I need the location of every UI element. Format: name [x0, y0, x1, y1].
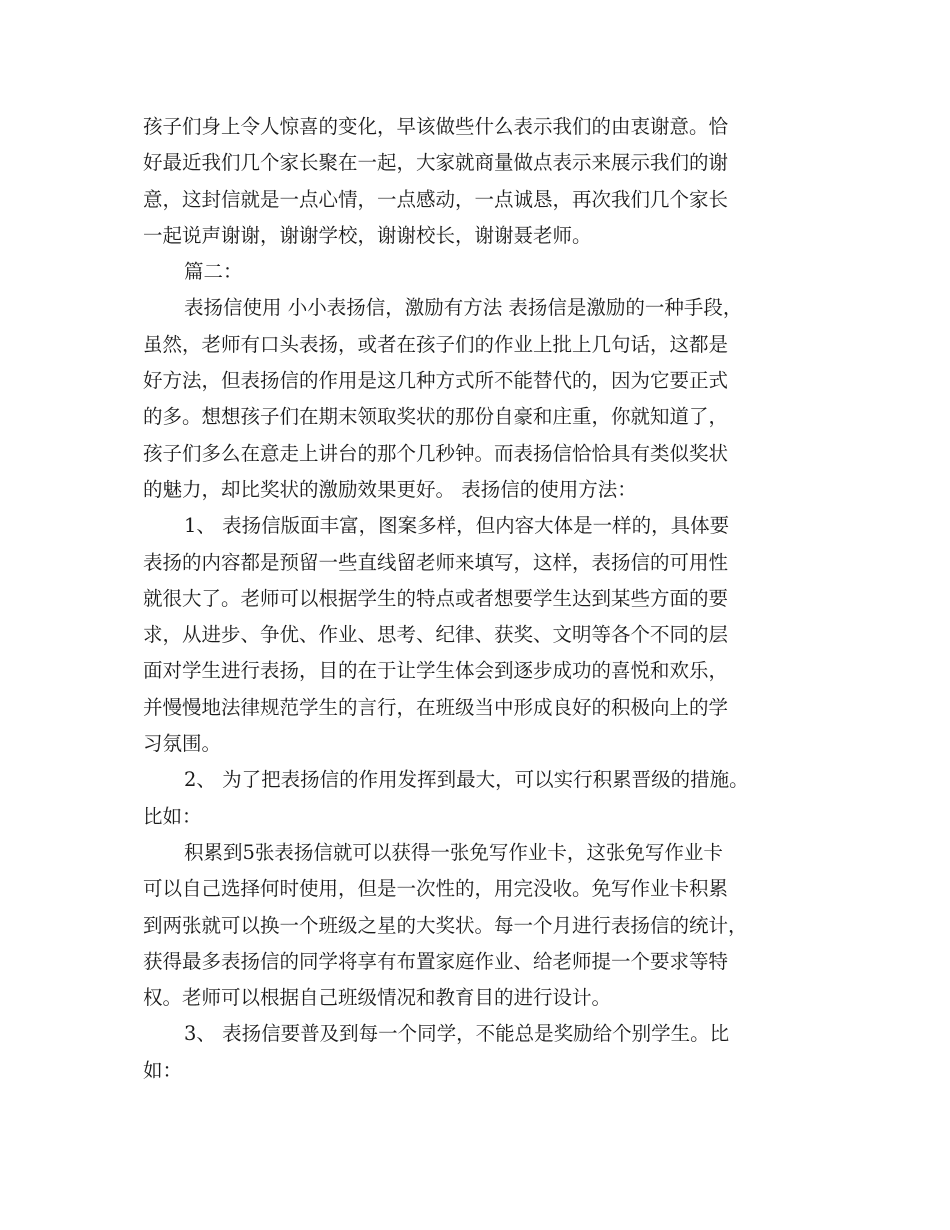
text-line: 表扬的内容都是预留一些直线留老师来填写，这样，表扬信的可用性: [143, 550, 729, 574]
text-line: 习氛围。: [143, 732, 222, 756]
text-line: 的多。想想孩子们在期末领取奖状的那份自豪和庄重，你就知道了，: [143, 405, 729, 429]
text-line: 1、 表扬信版面丰富，图案多样，但内容大体是一样的，具体要: [184, 514, 730, 538]
text-line: 一起说声谢谢，谢谢学校，谢谢校长，谢谢聂老师。: [143, 223, 592, 247]
text-line: 积累到5张表扬信就可以获得一张免写作业卡，这张免写作业卡: [184, 840, 723, 864]
text-line: 孩子们多么在意走上讲台的那个几秒钟。而表扬信恰恰具有类似奖状: [143, 441, 729, 465]
text-line: 面对学生进行表扬，目的在于让学生体会到逐步成功的喜悦和欢乐，: [143, 659, 729, 683]
text-line: 可以自己选择何时使用，但是一次性的，用完没收。免写作业卡积累: [143, 877, 729, 901]
text-line: 好最近我们几个家长聚在一起，大家就商量做点表示来展示我们的谢: [143, 151, 729, 175]
text-line: 到两张就可以换一个班级之星的大奖状。每一个月进行表扬信的统计，: [143, 913, 748, 937]
text-line: 求，从进步、争优、作业、思考、纪律、获奖、文明等各个不同的层: [143, 623, 729, 647]
text-line: 就很大了。老师可以根据学生的特点或者想要学生达到某些方面的要: [143, 586, 729, 610]
text-line: 表扬信使用 小小表扬信，激励有方法 表扬信是激励的一种手段，: [184, 296, 743, 320]
text-line: 3、 表扬信要普及到每一个同学，不能总是奖励给个别学生。比: [184, 1022, 730, 1046]
text-line: 好方法，但表扬信的作用是这几种方式所不能替代的，因为它要正式: [143, 369, 729, 393]
text-line: 的魅力，却比奖状的激励效果更好。 表扬信的使用方法：: [143, 477, 637, 501]
text-line: 篇二：: [184, 260, 243, 284]
text-line: 意，这封信就是一点心情，一点感动，一点诚恳，再次我们几个家长: [143, 187, 729, 211]
text-line: 2、 为了把表扬信的作用发挥到最大，可以实行积累晋级的措施。: [184, 768, 749, 792]
text-line: 比如：: [143, 804, 202, 828]
document-body: [143, 109, 808, 1089]
text-line: 虽然，老师有口头表扬，或者在孩子们的作业上批上几句话，这都是: [143, 332, 729, 356]
text-line: 权。老师可以根据自己班级情况和教育目的进行设计。: [143, 986, 612, 1010]
text-line: 获得最多表扬信的同学将享有布置家庭作业、给老师提一个要求等特: [143, 949, 729, 973]
text-line: 孩子们身上令人惊喜的变化，早该做些什么表示我们的由衷谢意。恰: [143, 115, 729, 138]
text-line: 如：: [143, 1058, 183, 1082]
text-line: 并慢慢地法律规范学生的言行，在班级当中形成良好的积极向上的学: [143, 695, 729, 719]
